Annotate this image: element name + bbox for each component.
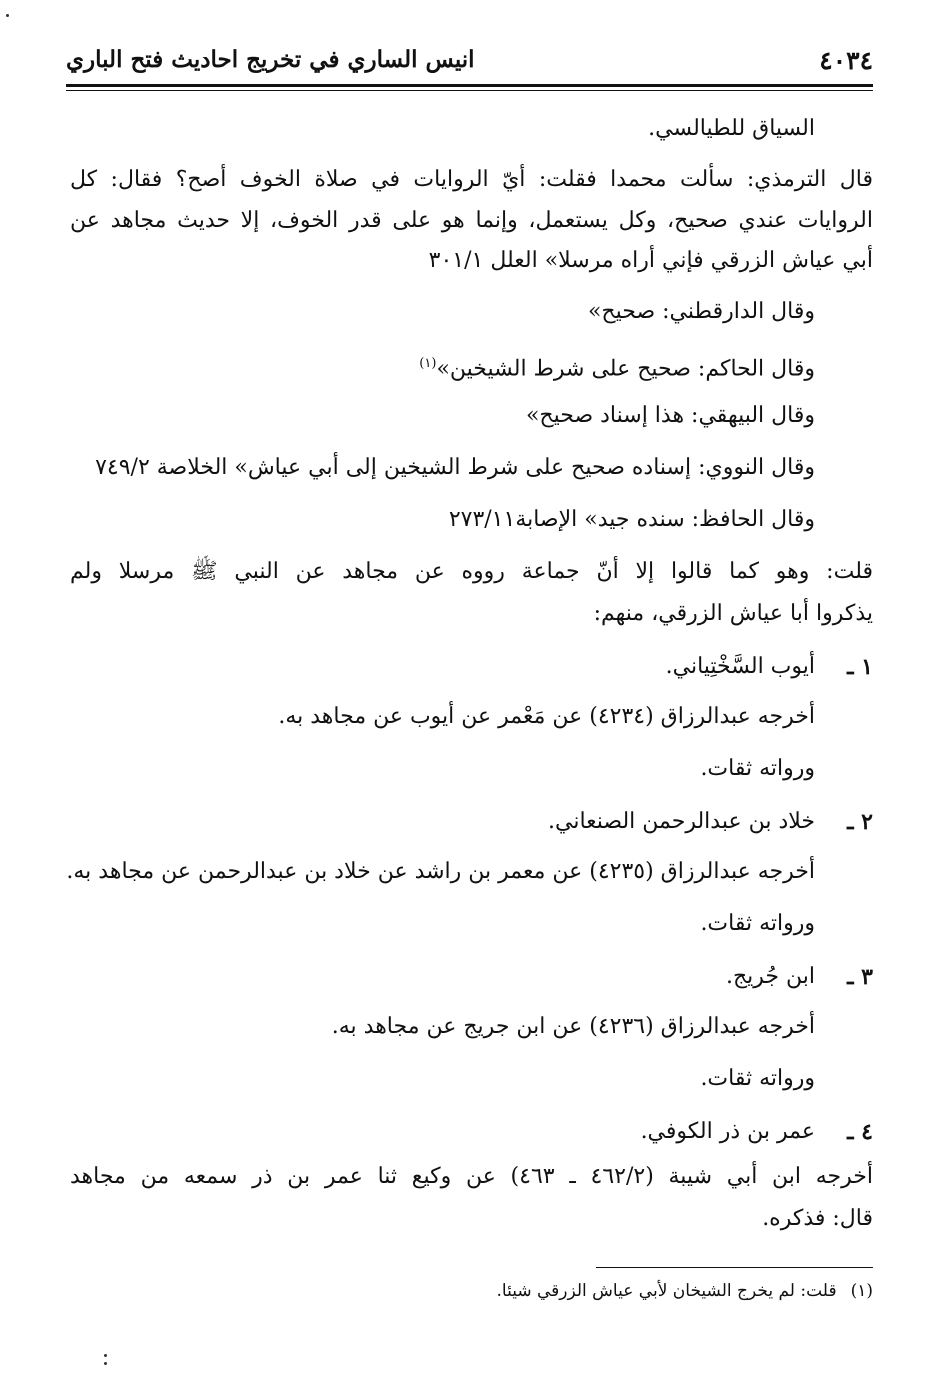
footnote-rule <box>596 1267 873 1268</box>
page-number: ٤٠٣٤ <box>819 46 873 75</box>
footnote-marker: (١) <box>419 356 437 371</box>
item-grade: ورواته ثقات. <box>700 756 815 781</box>
footnote <box>497 1281 874 1301</box>
item-grade: ورواته ثقات. <box>700 1066 815 1091</box>
item-number: ٢ ـ <box>847 809 873 835</box>
scan-speck <box>104 1354 107 1357</box>
item-grade: ورواته ثقات. <box>700 911 815 936</box>
text-line: أبي عياش الزرقي فإني أراه مرسلا» العلل ٣٠١/١ <box>428 248 873 273</box>
item-title: خلاد بن عبدالرحمن الصنعاني. <box>547 809 815 834</box>
text-line: وقال النووي: إسناده صحيح على شرط الشيخين إلى أبي عياش» الخلاصة ٧٤٩/٢ <box>95 455 815 480</box>
text-line <box>419 347 815 386</box>
text-line: قال الترمذي: سألت محمدا فقلت: أيّ الروايات في صلاة الخوف أصح؟ فقال: كل <box>70 167 873 192</box>
text-span: وقال الحاكم: صحيح على شرط الشيخين» <box>436 356 815 382</box>
item-number: ٤ ـ <box>847 1119 873 1145</box>
page-header <box>66 40 873 84</box>
item-title: ابن جُريج. <box>725 964 815 989</box>
item-source: أخرجه عبدالرزاق (٤٢٣٥) عن معمر بن راشد عن خلاد بن عبدالرحمن عن مجاهد به. <box>66 859 815 884</box>
item-source-cont: قال: فذكره. <box>762 1206 873 1231</box>
item-number: ٣ ـ <box>847 964 873 990</box>
text-line: يذكروا أبا عياش الزرقي، منهم: <box>593 601 873 626</box>
footnote-text: قلت: لم يخرج الشيخان لأبي عياش الزرقي شيئا. <box>496 1281 837 1301</box>
text-line: وقال الحافظ: سنده جيد» الإصابة٢٧٣/١١ <box>448 507 815 532</box>
text-line: الروايات عندي صحيح، وكل يستعمل، وإنما هو على قدر الخوف، إلا حديث مجاهد عن <box>70 208 873 233</box>
item-source: أخرجه عبدالرزاق (٤٢٣٤) عن مَعْمر عن أيوب عن مجاهد به. <box>278 704 815 729</box>
item-source: أخرجه عبدالرزاق (٤٢٣٦) عن ابن جريج عن مجاهد به. <box>331 1014 815 1039</box>
text-line: وقال الدارقطني: صحيح» <box>587 299 815 324</box>
footnote-number: (١) <box>850 1281 873 1301</box>
text-line: وقال البيهقي: هذا إسناد صحيح» <box>525 403 815 428</box>
item-number: ١ ـ <box>847 654 873 680</box>
text-line: السياق للطيالسي. <box>648 116 815 141</box>
header-rule-thick <box>66 84 873 87</box>
item-source: أخرجه ابن أبي شيبة (٤٦٢/٢ ـ ٤٦٣) عن وكيع ثنا عمر بن ذر سمعه من مجاهد <box>70 1164 873 1189</box>
book-title: انيس الساري في تخريج احاديث فتح الباري <box>66 46 475 73</box>
item-title: عمر بن ذر الكوفي. <box>640 1119 815 1144</box>
header-rule-thin <box>66 90 873 91</box>
text-line: قلت: وهو كما قالوا إلا أنّ جماعة رووه عن مجاهد عن النبي ﷺ مرسلا ولم <box>70 559 873 584</box>
item-title: أيوب السَّخْتِياني. <box>665 654 815 679</box>
scan-speck <box>104 1362 107 1365</box>
scan-speck <box>6 14 9 17</box>
